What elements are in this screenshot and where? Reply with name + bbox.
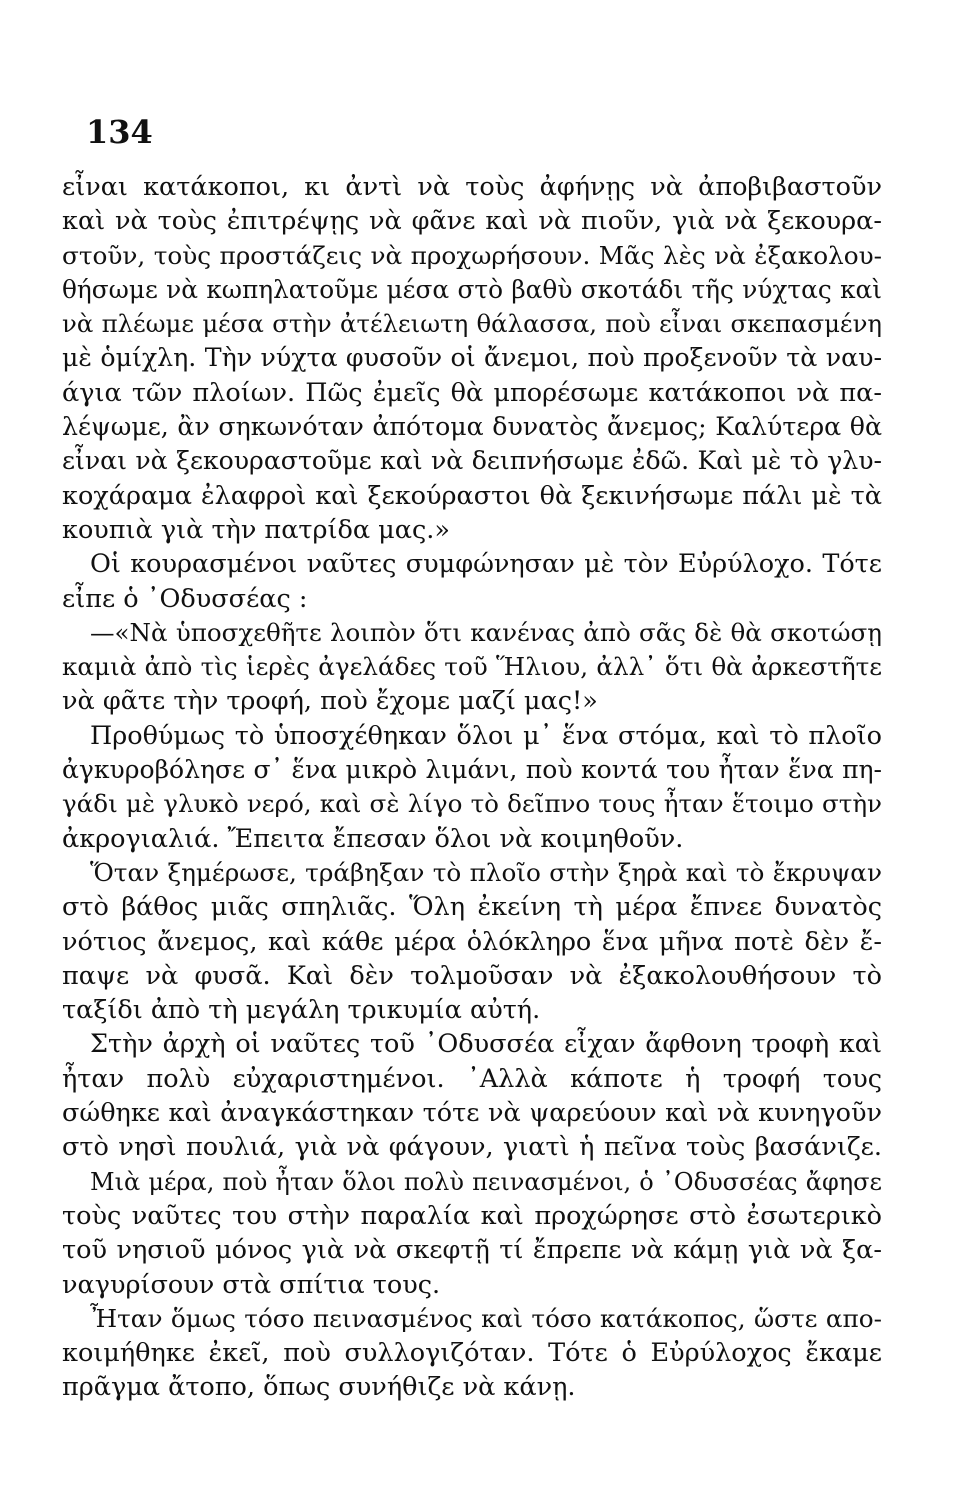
text-line: μὲ ὁμίχλη. Τὴν νύχτα φυσοῦν οἱ ἄνεμοι, ποὺ προξενοῦν τὰ ναυ-: [62, 343, 882, 373]
text-line: Ἦταν ὅμως τόσο πεινασμένος καὶ τόσο κατάκοπος, ὥστε απο-: [90, 1303, 882, 1333]
text-line: νὰ πλέωμε μέσα στὴν ἀτέλειωτη θάλασσα, ποὺ εἶναι σκεπασμένη: [62, 309, 882, 339]
text-line: καὶ νὰ τοὺς ἐπιτρέψῃς νὰ φᾶνε καὶ νὰ πιοῦν, γιὰ νὰ ξεκουρα-: [62, 206, 882, 237]
text-line: τοὺς ναῦτες του στὴν παραλία καὶ προχώρησε στὸ ἐσωτερικὸ: [62, 1200, 882, 1231]
text-line: ἀκρογιαλιά. Ἔπειτα ἔπεσαν ὅλοι νὰ κοιμηθοῦν.: [62, 823, 684, 854]
text-line: νότιος ἄνεμος, καὶ κάθε μέρα ὁλόκληρο ἕνα μῆνα ποτὲ δὲν ἔ-: [62, 926, 882, 957]
text-line: Ὅταν ξημέρωσε, τράβηξαν τὸ πλοῖο στὴν ξηρὰ καὶ τὸ ἔκρυψαν: [90, 857, 882, 887]
text-line: τοῦ νησιοῦ μόνος γιὰ νὰ σκεφτῇ τί ἔπρεπε νὰ κάμῃ γιὰ νὰ ξα-: [62, 1235, 882, 1266]
text-line: λέψωμε, ἂν σηκωνόταν ἀπότομα δυνατὸς ἄνεμος; Καλύτερα θὰ: [62, 412, 882, 442]
text-line: πρᾶγμα ἄτοπο, ὅπως συνήθιζε νὰ κάνῃ.: [62, 1372, 576, 1403]
text-line: στὸ βάθος μιᾶς σπηλιᾶς. Ὅλη ἐκείνη τὴ μέρα ἔπνεε δυνατὸς: [62, 892, 882, 923]
text-line: Οἱ κουρασμένοι ναῦτες συμφώνησαν μὲ τὸν Εὐρύλοχο. Τότε: [90, 549, 882, 580]
text-line: παψε νὰ φυσᾶ. Καὶ δὲν τολμοῦσαν νὰ ἐξακολουθήσουν τὸ: [62, 960, 882, 991]
text-line: καμιὰ ἀπὸ τὶς ἱερὲς ἀγελάδες τοῦ Ἥλιου, ἀλλ᾿ ὅτι θὰ ἀρκεστῆτε: [62, 652, 882, 682]
text-line: Στὴν ἀρχὴ οἱ ναῦτες τοῦ ᾿Οδυσσέα εἶχαν ἄφθονη τροφὴ καὶ: [90, 1029, 882, 1060]
body-text: [62, 170, 882, 1405]
text-line: ναγυρίσουν στὰ σπίτια τους.: [62, 1269, 441, 1300]
text-line: Προθύμως τὸ ὑποσχέθηκαν ὅλοι μ᾿ ἕνα στόμα, καὶ τὸ πλοῖο: [90, 720, 882, 751]
text-line: θήσωμε νὰ κωπηλατοῦμε μέσα στὸ βαθὺ σκοτάδι τῆς νύχτας καὶ: [62, 274, 882, 304]
text-line: άγια τῶν πλοίων. Πῶς ἐμεῖς θὰ μπορέσωμε κατάκοποι νὰ πα-: [62, 377, 882, 408]
text-line: ἦταν πολὺ εὐχαριστημένοι. ᾿Αλλὰ κάποτε ἡ τροφή τους: [62, 1063, 882, 1094]
text-line: —«Νὰ ὑποσχεθῆτε λοιπὸν ὅτι κανένας ἀπὸ σᾶς δὲ θὰ σκοτώσῃ: [90, 617, 882, 647]
text-line: στοῦν, τοὺς προστάζεις νὰ προχωρήσουν. Μᾶς λὲς νὰ ἐξακολου-: [62, 240, 882, 270]
text-line: κοιμήθηκε ἐκεῖ, ποὺ συλλογιζόταν. Τότε ὁ Εὐρύλοχος ἔκαμε: [62, 1338, 882, 1369]
text-line: κουπιὰ γιὰ τὴν πατρίδα μας.»: [62, 514, 450, 545]
text-line: γάδι μὲ γλυκὸ νερό, καὶ σὲ λίγο τὸ δεῖπνο τους ἦταν ἕτοιμο στὴν: [62, 789, 882, 819]
page-number: 134: [86, 113, 153, 151]
text-line: σώθηκε καὶ ἀναγκάστηκαν τότε νὰ ψαρεύουν καὶ νὰ κυνηγοῦν: [62, 1098, 882, 1129]
text-line: ἀγκυροβόλησε σ᾿ ἕνα μικρὸ λιμάνι, ποὺ κοντά του ἦταν ἕνα πη-: [62, 755, 882, 785]
text-line: εἶναι νὰ ξεκουραστοῦμε καὶ νὰ δειπνήσωμε ἐδῶ. Καὶ μὲ τὸ γλυ-: [62, 446, 882, 476]
text-line: ταξίδι ἀπὸ τὴ μεγάλη τρικυμία αὐτή.: [62, 995, 541, 1026]
text-line: Μιὰ μέρα, ποὺ ἦταν ὅλοι πολὺ πεινασμένοι, ὁ ᾿Οδυσσέας ἄφησε: [90, 1167, 882, 1196]
text-line: εἶπε ὁ ᾿Οδυσσέας :: [62, 583, 308, 614]
text-line: νὰ φᾶτε τὴν τροφή, ποὺ ἔχομε μαζί μας!»: [62, 686, 598, 717]
text-line: κοχάραμα ἐλαφροὶ καὶ ξεκούραστοι θὰ ξεκινήσωμε πάλι μὲ τὰ: [62, 480, 882, 511]
text-line: εἶναι κατάκοποι, κι ἀντὶ νὰ τοὺς ἀφήνῃς νὰ ἀποβιβαστοῦν: [62, 172, 882, 202]
text-line: στὸ νησὶ πουλιά, γιὰ νὰ φάγουν, γιατὶ ἡ πεῖνα τοὺς βασάνιζε.: [62, 1132, 882, 1163]
